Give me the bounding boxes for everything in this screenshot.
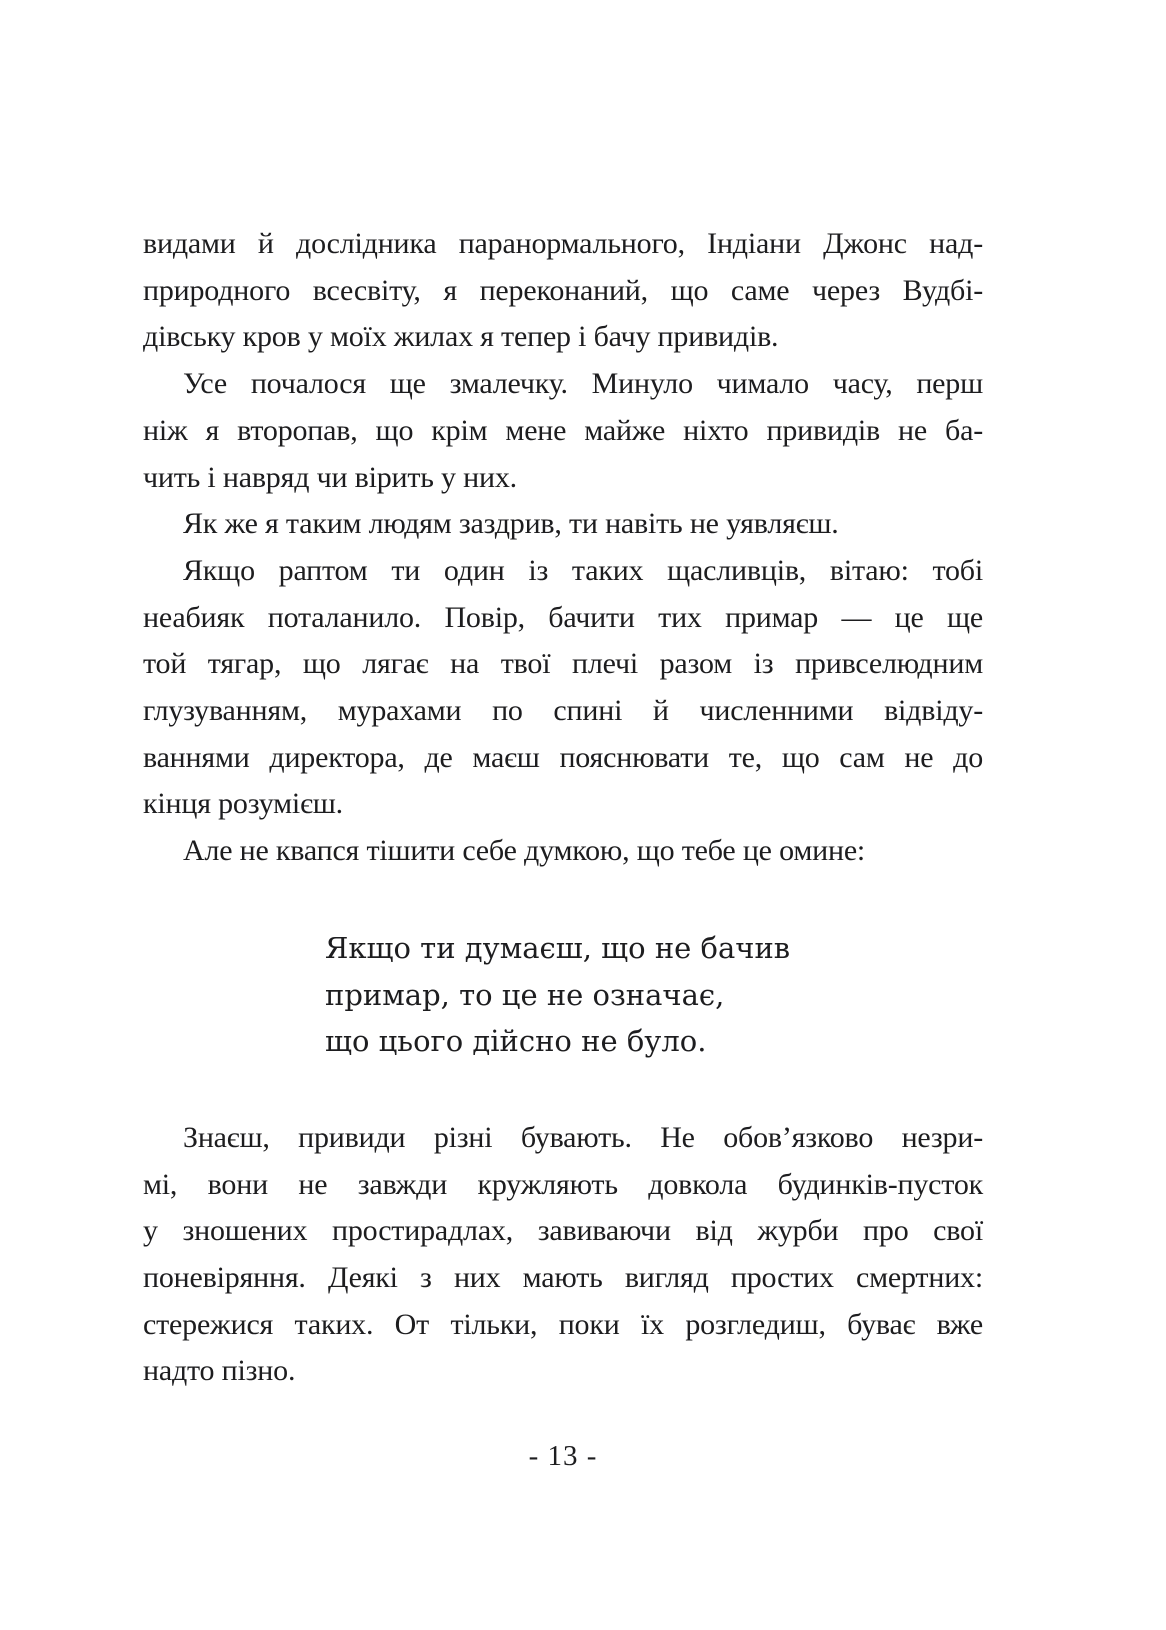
paragraph [143,221,983,361]
block-quote [143,925,983,1065]
paragraph [143,501,983,548]
text-line: Якщо ти думаєш, що не бачив [325,930,791,965]
page-number: - 13 - [528,1440,598,1473]
page-text [143,221,983,1480]
paragraph [143,361,983,501]
text-line: ніж я второпав, що крім мене майже ніхто привидів не ба- [143,413,983,447]
text-line: природного всесвіту, я переконаний, що саме через Вудбі- [143,273,983,307]
text-line: поневіряння. Деякі з них мають вигляд простих смертних: [143,1261,983,1295]
text-line: глузуванням, мурахами по спині й численними відвіду- [143,694,983,728]
text-line: кінця розумієш. [143,787,343,821]
paragraph [143,548,983,828]
text-line: у зношених простирадлах, завиваючи від журби про свої [143,1214,983,1248]
text-line: Але не квапся тішити себе думкою, що тебе це омине: [183,834,866,868]
text-line: стережися таких. От тільки, поки їх розгледиш, буває вже [143,1307,983,1341]
text-line: Якщо раптом ти один із таких щасливців, вітаю: тобі [183,553,983,587]
text-line: мі, вони не завжди кружляють довкола будинків-пусток [143,1167,983,1201]
text-line: чить і навряд чи вірить у них. [143,460,517,494]
paragraph [143,1115,983,1395]
text-line: ваннями директора, де маєш пояснювати те, що сам не до [143,740,983,774]
text-line: що цього дійсно не було. [325,1024,707,1059]
text-line: неабияк поталанило. Повір, бачити тих примар — це ще [143,600,983,634]
text-line: примар, то це не означає, [325,977,725,1012]
text-line: Знаєш, привиди різні бувають. Не обов’язково незри- [183,1120,983,1154]
text-line: той тягар, що лягає на твої плечі разом із привселюдним [143,647,983,681]
text-line: Як же я таким людям заздрив, ти навіть не уявляєш. [183,507,839,541]
text-line: Усе почалося ще змалечку. Минуло чимало часу, перш [183,367,983,401]
paragraph [143,828,983,875]
text-line: видами й дослідника паранормального, Індіани Джонс над- [143,227,983,260]
text-line: дівську кров у моїх жилах я тепер і бачу привидів. [143,320,779,354]
text-line: надто пізно. [143,1354,296,1388]
